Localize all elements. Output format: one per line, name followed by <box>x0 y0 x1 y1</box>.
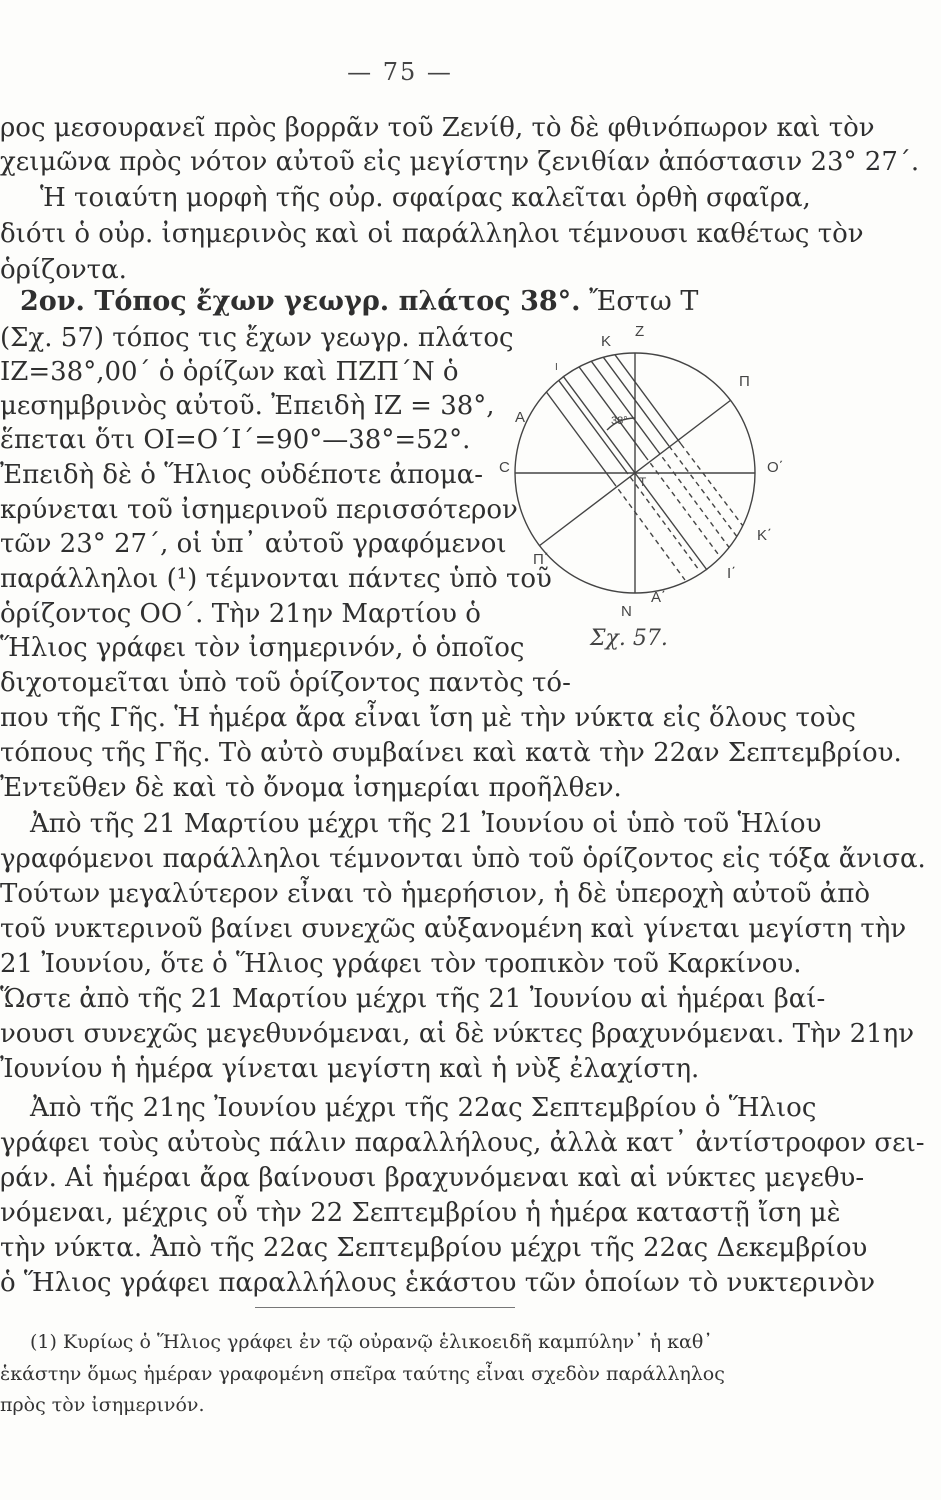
page-number: — 75 — <box>347 58 453 86</box>
text-line: Ὥστε ἀπὸ τῆς 21 Μαρτίου μέχρι τῆς 21 Ἰουνίου αἱ ἡμέραι βαί- <box>0 984 826 1014</box>
label-P: Π <box>739 373 750 390</box>
text-line: παράλληλοι (¹) τέμνονται πάντες ὑπὸ τοῦ <box>0 564 552 594</box>
label-K-prime: K΄ <box>757 527 772 544</box>
text-line: νόμεναι, μέχρις οὗ τὴν 22 Σεπτεμβρίου ἡ ἡμέρα καταστῇ ἴση μὲ <box>0 1198 841 1228</box>
text-line: τὴν νύκτα. Ἀπὸ τῆς 22ας Σεπτεμβρίου μέχρι τῆς 22ας Δεκεμβρίου <box>0 1233 868 1263</box>
label-angle: 38° <box>611 415 628 427</box>
text-line: Ἀπὸ τῆς 21 Μαρτίου μέχρι τῆς 21 Ἰουνίου οἱ ὑπὸ τοῦ Ἡλίου <box>30 809 822 839</box>
text-line: διότι ὁ οὐρ. ἰσημερινὸς καὶ οἱ παράλληλοι τέμνουσι καθέτως τὸν <box>0 219 864 249</box>
text-line: Ἡ τοιαύτη μορφὴ τῆς οὐρ. σφαίρας καλεῖται ὀρθὴ σφαῖρα, <box>40 183 811 213</box>
label-C: C <box>499 459 510 476</box>
section-heading-bold: 2ον. Τόπος ἔχων γεωγρ. πλάτος 38°. <box>20 286 581 317</box>
text-line: Ἐντεῦθεν δὲ καὶ τὸ ὄνομα ἰσημερίαι προῆλθεν. <box>0 773 622 803</box>
text-line: που τῆς Γῆς. Ἡ ἡμέρα ἄρα εἶναι ἴση μὲ τὴν νύκτα εἰς ὅλους τοὺς <box>0 703 856 733</box>
text-line: γραφόμενοι παράλληλοι τέμνονται ὑπὸ τοῦ ὁρίζοντος εἰς τόξα ἄνισα. <box>0 844 926 874</box>
text-line: ὁρίζοντα. <box>0 255 127 285</box>
label-T: T <box>639 475 647 489</box>
label-I: I <box>555 362 558 373</box>
text-line: Τούτων μεγαλύτερον εἶναι τὸ ἡμερήσιον, ἡ δὲ ὑπεροχὴ αὐτοῦ ἀπὸ <box>0 879 870 909</box>
footnote-line: πρὸς τὸν ἰσημερινόν. <box>0 1394 205 1416</box>
celestial-sphere-diagram <box>495 318 795 618</box>
section-heading <box>20 286 698 318</box>
label-O-prime: O΄ <box>767 459 784 476</box>
text-line: κρύνεται τοῦ ἰσημερινοῦ περισσότερον <box>0 495 518 525</box>
text-line: ὁρίζοντος ΟΟ΄. Τὴν 21ην Μαρτίου ὁ <box>0 599 481 629</box>
text-line: ράν. Αἱ ἡμέραι ἄρα βαίνουσι βραχυνόμεναι καὶ αἱ νύκτες μεγεθυ- <box>0 1163 865 1193</box>
text-line: ρος μεσουρανεῖ πρὸς βορρᾶν τοῦ Ζενίθ, τὸ δὲ φθινόπωρον καὶ τὸν <box>0 113 875 143</box>
text-line: χειμῶνα πρὸς νότον αὐτοῦ εἰς μεγίστην ζενιθίαν ἀπόστασιν 23° 27΄. <box>0 147 920 177</box>
text-line: τοῦ νυκτερινοῦ βαίνει συνεχῶς αὐξανομένη καὶ γίνεται μεγίστη τὴν <box>0 914 907 944</box>
text-line: Ἀπὸ τῆς 21ης Ἰουνίου μέχρι τῆς 22ας Σεπτεμβρίου ὁ Ἥλιος <box>30 1093 817 1123</box>
label-K: K <box>601 333 612 350</box>
footnote-divider <box>255 1307 515 1308</box>
figure-caption: Σχ. 57. <box>590 626 668 651</box>
text-line: τόπους τῆς Γῆς. Τὸ αὐτὸ συμβαίνει καὶ κατὰ τὴν 22αν Σεπτεμβρίου. <box>0 738 902 768</box>
label-A-prime: A΄ <box>651 589 666 606</box>
text-line: Ἰουνίου ἡ ἡμέρα γίνεται μεγίστη καὶ ἡ νὺξ ἐλαχίστη. <box>0 1054 700 1084</box>
text-line: ὁ Ἥλιος γράφει παραλλήλους ἑκάστου τῶν ὁποίων τὸ νυκτερινὸν <box>0 1268 876 1298</box>
section-heading-rest: Ἔστω Τ <box>580 286 699 317</box>
text-line: γράφει τοὺς αὐτοὺς πάλιν παραλλήλους, ἀλλὰ κατ᾽ ἀντίστροφον σει- <box>0 1128 925 1158</box>
text-line: ΙΖ=38°,00΄ ὁ ὁρίζων καὶ ΠΖΠ΄Ν ὁ <box>0 357 459 387</box>
label-Z: Z <box>635 323 645 340</box>
label-P-prime: Π΄ <box>533 551 549 568</box>
text-line: νουσι συνεχῶς μεγεθυνόμεναι, αἱ δὲ νύκτες βραχυνόμεναι. Τὴν 21ην <box>0 1019 915 1049</box>
label-N: N <box>621 603 632 618</box>
footnote-line: (1) Κυρίως ὁ Ἥλιος γράφει ἐν τῷ οὐρανῷ ἑλικοειδῆ καμπύλην᾽ ἡ καθ᾽ <box>30 1331 713 1353</box>
text-line: Ἐπειδὴ δὲ ὁ Ἥλιος οὐδέποτε ἀπομα- <box>0 460 484 490</box>
text-line: ἕπεται ὅτι ΟΙ=Ο΄Ι΄=90°—38°=52°. <box>0 425 471 455</box>
label-A: A <box>515 409 526 426</box>
text-line: τῶν 23° 27΄, οἱ ὑπ᾽ αὐτοῦ γραφόμενοι <box>0 529 507 559</box>
label-I-prime: I΄ <box>727 565 737 582</box>
text-line: μεσημβρινὸς αὐτοῦ. Ἐπειδὴ ΙΖ = 38°, <box>0 391 495 421</box>
text-line: (Σχ. 57) τόπος τις ἔχων γεωγρ. πλάτος <box>0 323 514 353</box>
text-line: Ἥλιος γράφει τὸν ἰσημερινόν, ὁ ὁποῖος <box>0 633 525 663</box>
text-line: διχοτομεῖται ὑπὸ τοῦ ὁρίζοντος παντὸς τό- <box>0 668 571 698</box>
text-line: 21 Ἰουνίου, ὅτε ὁ Ἥλιος γράφει τὸν τροπικὸν τοῦ Καρκίνου. <box>0 949 802 979</box>
footnote-line: ἑκάστην ὅμως ἡμέραν γραφομένη σπεῖρα ταύτης εἶναι σχεδὸν παράλληλος <box>0 1363 725 1385</box>
